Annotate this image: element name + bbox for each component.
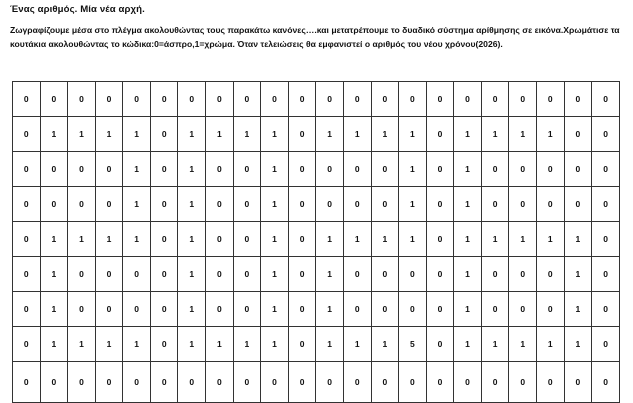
grid-cell[interactable]: 0 [592,117,620,152]
grid-cell[interactable]: 0 [509,82,537,117]
grid-cell[interactable]: 1 [316,257,344,292]
grid-cell[interactable]: 0 [316,187,344,222]
grid-cell[interactable]: 1 [536,117,564,152]
grid-cell[interactable]: 1 [206,327,234,362]
grid-cell[interactable]: 0 [371,82,399,117]
grid-cell[interactable]: 0 [536,257,564,292]
grid-cell[interactable]: 1 [564,257,592,292]
grid-cell[interactable]: 1 [454,117,482,152]
grid-cell[interactable]: 0 [206,82,234,117]
grid-cell[interactable]: 0 [13,257,41,292]
grid-cell[interactable]: 1 [316,222,344,257]
grid-cell[interactable]: 0 [150,117,178,152]
grid-cell[interactable]: 0 [95,257,123,292]
grid-cell[interactable]: 0 [399,257,427,292]
grid-cell[interactable]: 0 [288,82,316,117]
grid-cell[interactable]: 1 [454,222,482,257]
grid-cell[interactable]: 0 [178,362,206,403]
grid-cell[interactable]: 1 [399,152,427,187]
grid-cell[interactable]: 1 [371,117,399,152]
grid-cell[interactable]: 1 [509,327,537,362]
grid-cell[interactable]: 0 [426,257,454,292]
grid-cell[interactable]: 1 [454,152,482,187]
grid-cell[interactable]: 0 [481,187,509,222]
grid-cell[interactable]: 0 [123,82,151,117]
grid-cell[interactable]: 0 [13,292,41,327]
grid-cell[interactable]: 1 [399,222,427,257]
instructions-text: Ζωγραφίζουμε μέσα στο πλέγμα ακολουθώντας τους παρακάτω κανόνες….και μετατρέπουμε το δυαδικό σύστημα αρίθμησης σε εικόνα.Χρωμάτισε τα κουτάκια ακολουθώντας το κώδικα:0=άσπρο,1=χρώμα. Όταν τελειώσεις θα εμφανιστεί ο αριθμός του νέου χρόνου(2026). [10,25,620,49]
grid-cell[interactable]: 0 [13,327,41,362]
grid-cell[interactable]: 0 [233,152,261,187]
grid-cell[interactable]: 1 [178,222,206,257]
grid-cell[interactable]: 0 [592,82,620,117]
grid-cell[interactable]: 0 [592,257,620,292]
grid-cell[interactable]: 1 [178,257,206,292]
grid-cell[interactable]: 0 [95,292,123,327]
grid-cell[interactable]: 0 [40,152,68,187]
grid-row [13,257,620,292]
grid-cell[interactable]: 1 [316,292,344,327]
grid-cell[interactable]: 1 [261,327,289,362]
grid-cell[interactable]: 0 [509,257,537,292]
grid-cell[interactable]: 0 [233,187,261,222]
grid-cell[interactable]: 0 [288,292,316,327]
grid-cell[interactable]: 0 [68,257,96,292]
grid-cell[interactable]: 0 [178,82,206,117]
grid-row [13,82,620,117]
grid-cell[interactable]: 0 [316,82,344,117]
grid-cell[interactable]: 1 [454,292,482,327]
grid-cell[interactable]: 0 [509,292,537,327]
grid-cell[interactable]: 1 [564,327,592,362]
grid-cell[interactable]: 1 [68,327,96,362]
grid-cell[interactable]: 0 [150,82,178,117]
grid-cell[interactable]: 0 [206,187,234,222]
grid-cell[interactable]: 0 [536,82,564,117]
grid-cell[interactable]: 1 [95,222,123,257]
grid-cell[interactable]: 1 [509,222,537,257]
grid-cell[interactable]: 0 [13,117,41,152]
grid-cell[interactable]: 0 [150,152,178,187]
grid-cell[interactable]: 0 [371,362,399,403]
grid-cell[interactable]: 1 [454,257,482,292]
grid-cell[interactable]: 1 [316,327,344,362]
grid-cell[interactable]: 0 [13,362,41,403]
grid-row [13,222,620,257]
grid-cell[interactable]: 1 [40,292,68,327]
grid-cell[interactable]: 0 [564,82,592,117]
grid-cell[interactable]: 0 [123,292,151,327]
grid-cell[interactable]: 1 [40,257,68,292]
grid-cell[interactable]: 1 [399,187,427,222]
grid-cell[interactable]: 0 [371,152,399,187]
grid-cell[interactable]: 1 [123,117,151,152]
grid-cell[interactable]: 0 [426,327,454,362]
grid-cell[interactable]: 1 [481,222,509,257]
grid-cell[interactable]: 1 [261,152,289,187]
grid-cell[interactable]: 1 [123,222,151,257]
grid-cell[interactable]: 0 [371,187,399,222]
grid-cell[interactable]: 0 [316,362,344,403]
grid-cell[interactable]: 0 [426,187,454,222]
grid-cell[interactable]: 1 [178,327,206,362]
grid-cell[interactable]: 0 [592,327,620,362]
grid-cell[interactable]: 1 [261,117,289,152]
grid-cell[interactable]: 0 [206,222,234,257]
grid-cell[interactable]: 0 [40,362,68,403]
grid-cell[interactable]: 1 [95,117,123,152]
grid-cell[interactable]: 1 [564,222,592,257]
grid-cell[interactable]: 0 [509,152,537,187]
grid-cell[interactable]: 0 [288,117,316,152]
grid-cell[interactable]: 0 [68,187,96,222]
grid-cell[interactable]: 0 [426,152,454,187]
grid-cell[interactable]: 0 [150,222,178,257]
grid-cell[interactable]: 0 [399,362,427,403]
grid-cell[interactable]: 0 [13,222,41,257]
grid-cell[interactable]: 1 [454,187,482,222]
grid-cell[interactable]: 0 [399,82,427,117]
grid-cell[interactable]: 0 [536,292,564,327]
grid-cell[interactable]: 0 [509,362,537,403]
grid-cell[interactable]: 1 [343,327,371,362]
grid-cell[interactable]: 0 [150,362,178,403]
grid-cell[interactable]: 0 [536,362,564,403]
grid-cell[interactable]: 1 [536,327,564,362]
grid-cell[interactable]: 0 [123,362,151,403]
grid-cell[interactable]: 1 [178,117,206,152]
grid-row [13,327,620,362]
grid-cell[interactable]: 1 [509,117,537,152]
grid-cell[interactable]: 0 [288,257,316,292]
grid-cell[interactable]: 0 [288,152,316,187]
grid-cell[interactable]: 0 [536,152,564,187]
document-title: Ένας αριθμός. Μία νέα αρχή. [10,4,145,15]
grid-cell[interactable]: 0 [592,187,620,222]
grid-cell[interactable]: 0 [150,257,178,292]
grid-cell[interactable]: 1 [371,327,399,362]
grid-cell[interactable]: 0 [454,362,482,403]
grid-cell[interactable]: 1 [123,187,151,222]
grid-cell[interactable]: 5 [399,327,427,362]
grid-cell[interactable]: 0 [426,117,454,152]
grid-cell[interactable]: 0 [426,82,454,117]
grid-body [13,82,620,403]
grid-row [13,117,620,152]
grid-cell[interactable]: 0 [95,187,123,222]
grid-cell[interactable]: 1 [261,292,289,327]
grid-cell[interactable]: 0 [509,187,537,222]
grid-cell[interactable]: 0 [343,187,371,222]
grid-cell[interactable]: 0 [206,362,234,403]
grid-cell[interactable]: 1 [343,117,371,152]
grid-cell[interactable]: 0 [13,187,41,222]
grid-cell[interactable]: 0 [288,222,316,257]
grid-cell[interactable]: 0 [13,82,41,117]
grid-cell[interactable]: 0 [343,362,371,403]
grid-cell[interactable]: 0 [564,152,592,187]
grid-cell[interactable]: 0 [343,152,371,187]
grid-cell[interactable]: 0 [233,222,261,257]
grid-cell[interactable]: 0 [68,82,96,117]
grid-cell[interactable]: 0 [288,187,316,222]
grid-row [13,152,620,187]
grid-cell[interactable]: 0 [206,257,234,292]
grid-cell[interactable]: 1 [40,327,68,362]
grid-cell[interactable]: 0 [150,187,178,222]
grid-cell[interactable]: 1 [206,117,234,152]
grid-cell[interactable]: 1 [454,327,482,362]
grid-row [13,187,620,222]
grid-cell[interactable]: 0 [261,362,289,403]
grid-cell[interactable]: 1 [68,222,96,257]
grid-cell[interactable]: 1 [123,152,151,187]
grid-cell[interactable]: 1 [481,117,509,152]
grid-cell[interactable]: 0 [95,362,123,403]
grid-cell[interactable]: 0 [426,222,454,257]
grid-cell[interactable]: 1 [564,292,592,327]
grid-row [13,292,620,327]
grid-cell[interactable]: 0 [261,82,289,117]
grid-cell[interactable]: 1 [399,117,427,152]
grid-cell[interactable]: 0 [95,82,123,117]
grid-cell[interactable]: 1 [178,152,206,187]
grid-cell[interactable]: 0 [206,152,234,187]
grid-cell[interactable]: 1 [233,327,261,362]
grid-cell[interactable]: 0 [288,362,316,403]
grid-cell[interactable]: 0 [371,292,399,327]
grid-row [13,362,620,403]
grid-cell[interactable]: 1 [178,187,206,222]
grid-cell[interactable]: 1 [68,117,96,152]
grid-cell[interactable]: 0 [481,292,509,327]
grid-cell[interactable]: 0 [40,82,68,117]
grid-cell[interactable]: 0 [288,327,316,362]
grid-cell[interactable]: 0 [233,82,261,117]
grid-cell[interactable]: 0 [564,187,592,222]
grid-cell[interactable]: 1 [123,327,151,362]
grid-cell[interactable]: 0 [481,152,509,187]
grid-cell[interactable]: 0 [233,292,261,327]
grid-cell[interactable]: 0 [343,82,371,117]
grid-cell[interactable]: 1 [95,327,123,362]
grid-cell[interactable]: 1 [40,117,68,152]
grid-cell[interactable]: 0 [592,292,620,327]
grid-cell[interactable]: 0 [95,152,123,187]
grid-cell[interactable]: 1 [536,222,564,257]
grid-cell[interactable]: 0 [399,292,427,327]
grid-cell[interactable]: 0 [343,292,371,327]
grid-cell[interactable]: 0 [40,187,68,222]
grid-cell[interactable]: 0 [13,152,41,187]
grid-cell[interactable]: 0 [564,362,592,403]
grid-cell[interactable]: 1 [481,327,509,362]
grid-cell[interactable]: 0 [316,152,344,187]
grid-cell[interactable]: 0 [592,222,620,257]
grid-cell[interactable]: 0 [68,152,96,187]
grid-cell[interactable]: 0 [206,292,234,327]
grid-cell[interactable]: 1 [261,222,289,257]
grid-cell[interactable]: 0 [233,362,261,403]
grid-cell[interactable]: 1 [40,222,68,257]
grid-cell[interactable]: 0 [426,362,454,403]
grid-cell[interactable]: 0 [592,152,620,187]
grid-cell[interactable]: 0 [150,327,178,362]
grid-cell[interactable]: 0 [564,117,592,152]
grid-cell[interactable]: 1 [261,257,289,292]
grid-cell[interactable]: 1 [261,187,289,222]
grid-cell[interactable]: 1 [316,117,344,152]
grid-cell[interactable]: 0 [68,362,96,403]
grid-cell[interactable]: 0 [68,292,96,327]
grid-cell[interactable]: 1 [233,117,261,152]
grid-cell[interactable]: 0 [481,362,509,403]
grid-cell[interactable]: 1 [178,292,206,327]
grid-cell[interactable]: 0 [481,257,509,292]
grid-cell[interactable]: 0 [123,257,151,292]
grid-cell[interactable]: 0 [536,187,564,222]
grid-cell[interactable]: 0 [481,82,509,117]
grid-cell[interactable]: 0 [592,362,620,403]
binary-grid [12,81,620,403]
grid-cell[interactable]: 0 [426,292,454,327]
grid-cell[interactable]: 0 [150,292,178,327]
grid-cell[interactable]: 0 [454,82,482,117]
grid-cell[interactable]: 0 [371,257,399,292]
grid-cell[interactable]: 0 [343,257,371,292]
grid-cell[interactable]: 1 [343,222,371,257]
grid-cell[interactable]: 1 [371,222,399,257]
grid-cell[interactable]: 0 [233,257,261,292]
